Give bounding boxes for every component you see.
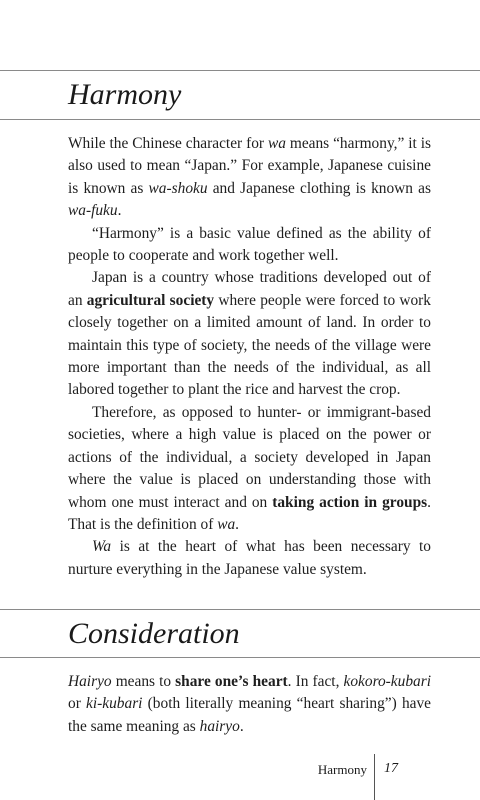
text-run: is at the heart of what has been necessary to nurture everything in the Japanese value system. (68, 538, 431, 578)
paragraph (68, 671, 431, 738)
text-run: means to (111, 673, 176, 690)
text-run: Japan is a country whose traditions developed out of an (68, 269, 431, 309)
paragraph (68, 536, 431, 581)
bold-term: agricultural society (86, 291, 215, 309)
italic-term: Wa (92, 538, 112, 556)
italic-term: kokoro-kubari (343, 673, 431, 690)
bottom-rule-consideration (0, 657, 480, 658)
text-run: and Japanese clothing is known as (207, 179, 431, 197)
paragraph (68, 223, 431, 268)
section-heading-harmony: Harmony (68, 78, 182, 111)
top-rule-consideration (0, 609, 480, 610)
text-run: Therefore, as opposed to hunter- or immigrant-based societies, where a high value is placed on the power or actions of the individual, a society developed in Japan where the value is placed on understanding those with whom one must interact and on (68, 403, 431, 511)
italic-term: wa-shoku (148, 179, 208, 197)
harmony-body (68, 133, 431, 581)
italic-term: wa (267, 135, 286, 152)
footer-divider (374, 754, 375, 800)
page-number: 17 (384, 761, 398, 776)
text-run: means “harmony,” it is also used to mean “Japan.” For example, Japanese cuisine is known as (68, 135, 431, 197)
text-run: “Harmony” is a basic value defined as the ability of people to cooperate and work together well. (68, 224, 431, 265)
text-run: While the Chinese character for (68, 135, 268, 152)
bottom-rule-harmony (0, 119, 480, 120)
bold-term: taking action in groups (272, 493, 428, 511)
italic-term: hairyo (199, 717, 240, 735)
text-run: . That is the definition of (68, 493, 431, 533)
running-title: Harmony (317, 762, 367, 777)
paragraph (68, 402, 431, 536)
text-run: where people were forced to work closely together on a limited amount of land. In order to maintain this type of society, the needs of the village were more important than the needs of the individual, as all labored together to plant the rice and harvest the crop. (68, 291, 432, 399)
text-run: (both literally meaning “heart sharing”) have the same meaning as (68, 695, 432, 735)
paragraph (68, 267, 431, 401)
italic-term: wa (217, 515, 236, 533)
text-run: . (235, 515, 240, 533)
text-run: . In fact, (287, 673, 344, 690)
italic-term: wa-fuku (68, 202, 118, 220)
italic-term: Hairyo (68, 673, 112, 690)
italic-term: ki-kubari (86, 695, 143, 713)
section-heading-consideration: Consideration (68, 617, 240, 650)
text-run: . (239, 717, 244, 735)
top-rule-harmony (0, 70, 480, 71)
text-run: . (117, 202, 122, 220)
text-run: or (68, 695, 87, 713)
paragraph (68, 133, 431, 223)
consideration-body (68, 671, 431, 738)
bold-term: share one’s heart (175, 673, 288, 690)
